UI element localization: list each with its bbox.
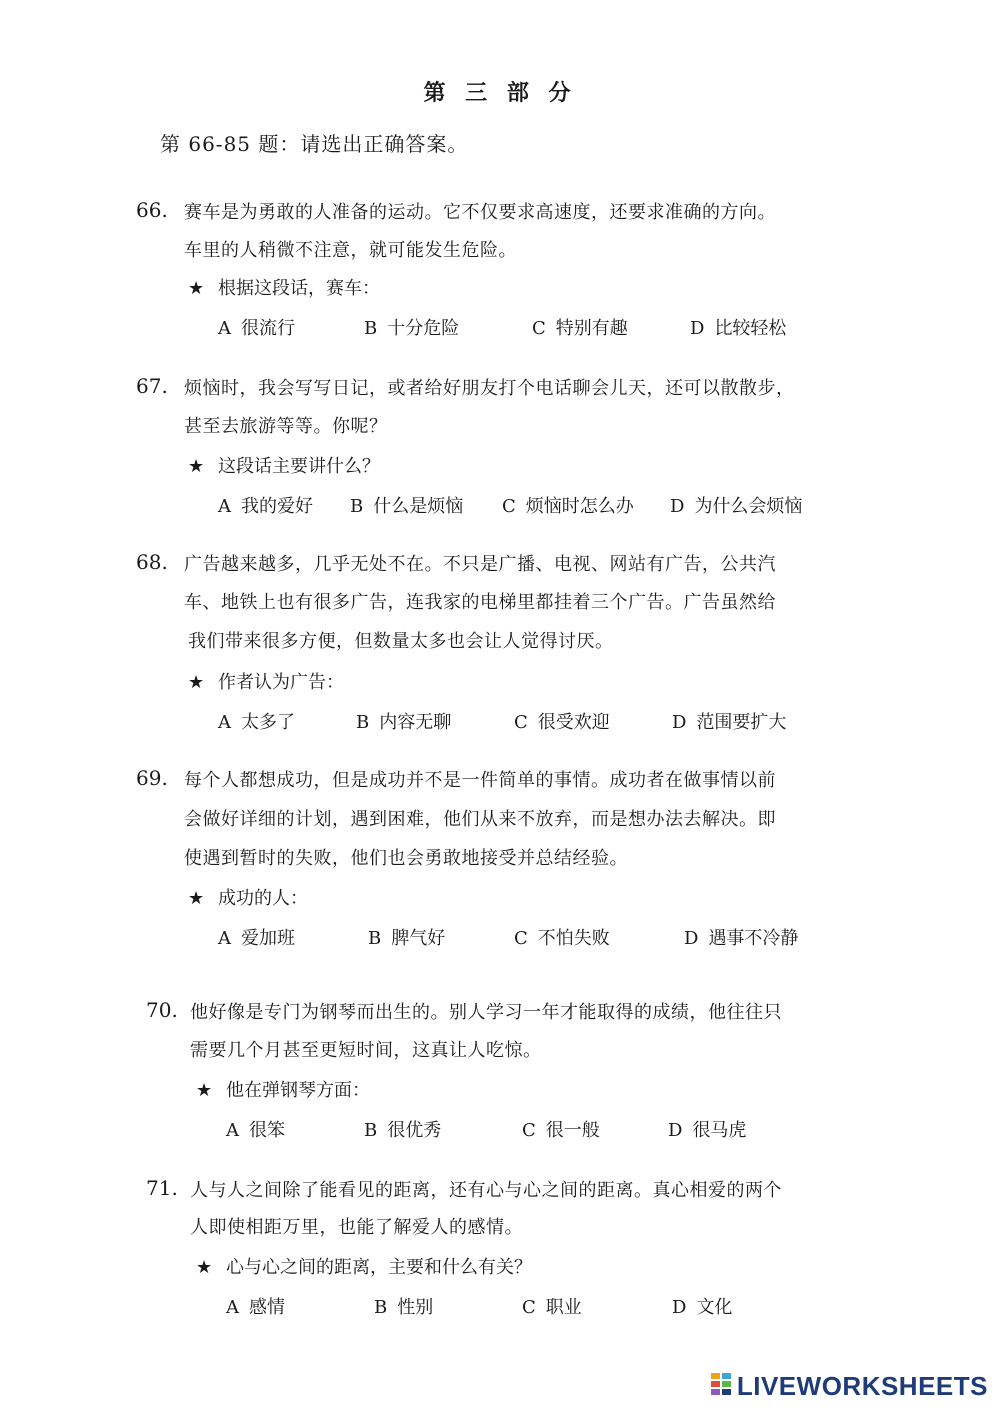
- watermark-text: LIVEWORKSHEETS: [736, 1371, 988, 1401]
- option-text: 特别有趣: [555, 318, 628, 339]
- option-letter: A: [218, 496, 231, 517]
- option-letter: C: [522, 1297, 536, 1318]
- option-text: 烦恼时怎么办: [525, 496, 634, 517]
- option-text: 很受欢迎: [537, 712, 610, 733]
- star-icon: ★: [196, 1080, 213, 1101]
- option-letter: A: [226, 1297, 239, 1318]
- option-text: 性别: [397, 1297, 434, 1318]
- option-letter: D: [672, 712, 687, 733]
- option-c[interactable]: [514, 708, 610, 734]
- option-letter: B: [350, 496, 364, 517]
- question-prompt: [196, 1076, 370, 1102]
- option-a[interactable]: [226, 1293, 285, 1319]
- question-text-line: 人与人之间除了能看见的距离，还有心与心之间的距离。真心相爱的两个: [190, 1180, 782, 1201]
- option-letter: A: [218, 712, 231, 733]
- question-text-line: 人即使相距万里，也能了解爱人的感情。: [190, 1217, 523, 1238]
- option-letter: C: [502, 496, 516, 517]
- option-text: 不怕失败: [537, 928, 610, 949]
- option-text: 很优秀: [387, 1120, 442, 1141]
- option-d[interactable]: [670, 492, 802, 518]
- question-number: 67.: [136, 374, 168, 398]
- option-letter: C: [514, 928, 528, 949]
- question-number: 71.: [146, 1176, 178, 1200]
- option-letter: D: [668, 1120, 683, 1141]
- option-text: 范围要扩大: [696, 712, 787, 733]
- option-b[interactable]: [368, 924, 445, 950]
- question-text-line: 车、地铁上也有很多广告，连我家的电梯里都挂着三个广告。广告虽然给: [184, 592, 776, 613]
- option-text: 比较轻松: [714, 318, 787, 339]
- question-prompt: [188, 452, 380, 478]
- question-text-line: 每个人都想成功，但是成功并不是一件简单的事情。成功者在做事情以前: [184, 770, 776, 791]
- option-c[interactable]: [514, 924, 610, 950]
- option-letter: D: [670, 496, 685, 517]
- option-text: 十分危险: [387, 318, 460, 339]
- option-b[interactable]: [374, 1293, 433, 1319]
- question-number: 68.: [136, 550, 168, 574]
- option-text: 我的爱好: [241, 496, 313, 517]
- option-letter: C: [532, 318, 546, 339]
- option-text: 文化: [696, 1297, 733, 1318]
- question-prompt: [196, 1253, 532, 1279]
- question-text-line: 他好像是专门为钢琴而出生的。别人学习一年才能取得的成绩，他往往只: [190, 1002, 782, 1023]
- star-icon: ★: [188, 278, 205, 299]
- option-a[interactable]: [218, 708, 295, 734]
- option-letter: B: [374, 1297, 388, 1318]
- option-letter: D: [690, 318, 705, 339]
- question-text-line: 车里的人稍微不注意，就可能发生危险。: [184, 240, 517, 261]
- option-text: 职业: [545, 1297, 582, 1318]
- question-prompt: [188, 274, 380, 300]
- prompt-text: 根据这段话，赛车：: [218, 278, 380, 299]
- option-text: 很一般: [545, 1120, 600, 1141]
- prompt-text: 他在弹钢琴方面：: [226, 1080, 370, 1101]
- option-text: 脾气好: [391, 928, 446, 949]
- option-c[interactable]: [532, 314, 628, 340]
- section-title: 第 三 部 分: [423, 80, 577, 106]
- question-number: 66.: [136, 198, 168, 222]
- option-text: 遇事不冷静: [708, 928, 799, 949]
- option-d[interactable]: [668, 1116, 746, 1142]
- option-letter: B: [364, 1120, 378, 1141]
- star-icon: ★: [188, 672, 205, 693]
- prompt-text: 这段话主要讲什么？: [218, 456, 380, 477]
- prompt-text: 作者认为广告：: [218, 672, 344, 693]
- question-text-line: 会做好详细的计划，遇到困难，他们从来不放弃，而是想办法去解决。即: [184, 809, 776, 830]
- liveworksheets-watermark: [711, 1371, 988, 1402]
- question-prompt: [188, 884, 308, 910]
- star-icon: ★: [188, 888, 205, 909]
- question-text-line: 甚至去旅游等等。你呢？: [184, 416, 388, 437]
- liveworksheets-logo-icon: [711, 1373, 733, 1401]
- option-b[interactable]: [350, 492, 463, 518]
- option-letter: B: [364, 318, 378, 339]
- option-text: 太多了: [241, 712, 295, 733]
- option-text: 很笨: [249, 1120, 285, 1141]
- prompt-text: 成功的人：: [218, 888, 308, 909]
- option-d[interactable]: [672, 1293, 732, 1319]
- option-a[interactable]: [226, 1116, 285, 1142]
- option-c[interactable]: [522, 1293, 582, 1319]
- question-text-line: 我们带来很多方便，但数量太多也会让人觉得讨厌。: [188, 631, 614, 652]
- option-letter: A: [218, 318, 231, 339]
- question-text-line: 需要几个月甚至更短时间，这真让人吃惊。: [190, 1040, 542, 1061]
- option-d[interactable]: [684, 924, 798, 950]
- option-text: 为什么会烦恼: [694, 496, 803, 517]
- option-a[interactable]: [218, 314, 295, 340]
- option-text: 很马虎: [692, 1120, 747, 1141]
- option-c[interactable]: [502, 492, 634, 518]
- question-prompt: [188, 668, 344, 694]
- instructions: 第 66-85 题：请选出正确答案。: [160, 132, 469, 156]
- option-d[interactable]: [672, 708, 786, 734]
- option-letter: D: [684, 928, 699, 949]
- option-a[interactable]: [218, 924, 295, 950]
- option-letter: A: [218, 928, 231, 949]
- option-b[interactable]: [356, 708, 451, 734]
- option-text: 爱加班: [241, 928, 295, 949]
- option-c[interactable]: [522, 1116, 600, 1142]
- question-text-line: 广告越来越多，几乎无处不在。不只是广播、电视、网站有广告，公共汽: [184, 554, 776, 575]
- option-text: 很流行: [241, 318, 295, 339]
- option-letter: B: [368, 928, 382, 949]
- option-letter: C: [522, 1120, 536, 1141]
- star-icon: ★: [188, 456, 205, 477]
- option-b[interactable]: [364, 314, 459, 340]
- option-b[interactable]: [364, 1116, 441, 1142]
- option-d[interactable]: [690, 314, 786, 340]
- question-text-line: 赛车是为勇敢的人准备的运动。它不仅要求高速度，还要求准确的方向。: [184, 202, 776, 223]
- question-text-line: 烦恼时，我会写写日记，或者给好朋友打个电话聊会儿天，还可以散散步，: [184, 378, 795, 399]
- option-text: 内容无聊: [379, 712, 452, 733]
- question-number: 70.: [146, 998, 178, 1022]
- option-text: 感情: [249, 1297, 285, 1318]
- prompt-text: 心与心之间的距离，主要和什么有关？: [226, 1257, 532, 1278]
- question-text-line: 使遇到暂时的失败，他们也会勇敢地接受并总结经验。: [184, 848, 628, 869]
- option-letter: A: [226, 1120, 239, 1141]
- option-text: 什么是烦恼: [373, 496, 464, 517]
- option-letter: B: [356, 712, 370, 733]
- option-a[interactable]: [218, 492, 313, 518]
- star-icon: ★: [196, 1257, 213, 1278]
- option-letter: D: [672, 1297, 687, 1318]
- question-number: 69.: [136, 766, 168, 790]
- option-letter: C: [514, 712, 528, 733]
